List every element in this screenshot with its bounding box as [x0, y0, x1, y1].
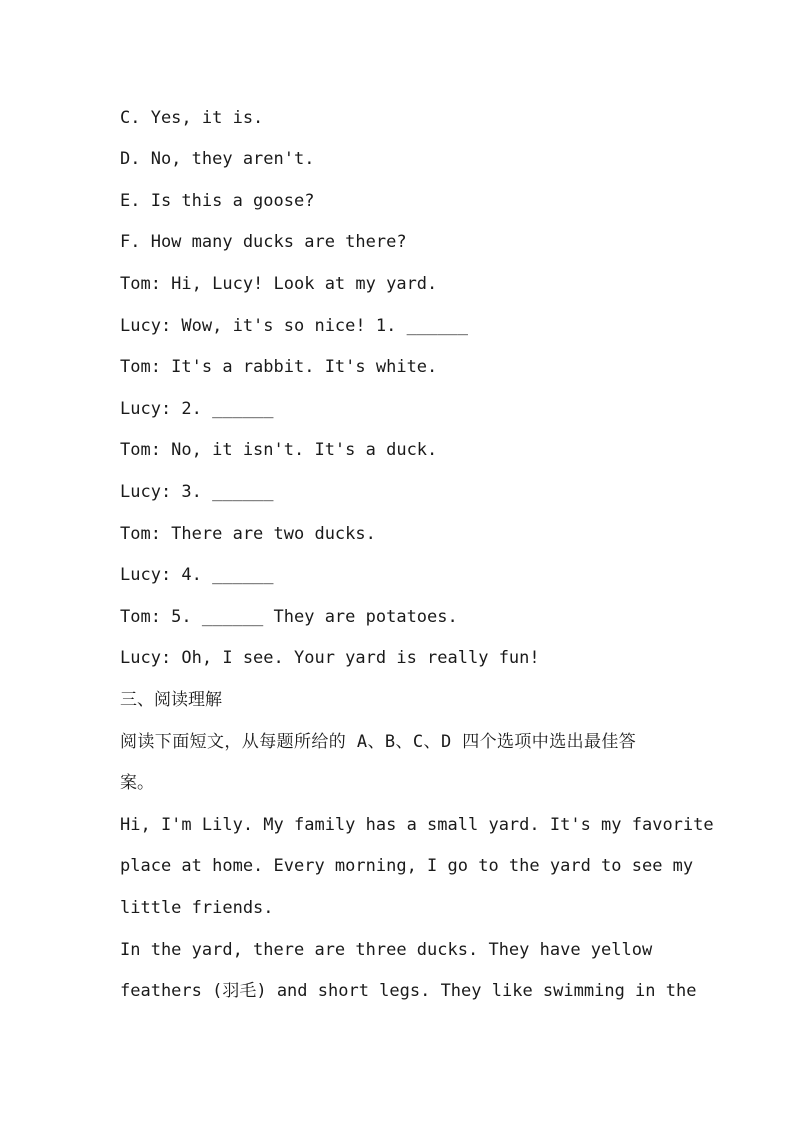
option-c: C. Yes, it is.: [120, 108, 264, 128]
dialogue-line-1: Tom: Hi, Lucy! Look at my yard.: [120, 274, 438, 294]
passage-line-4: In the yard, there are three ducks. They have yellow: [120, 940, 653, 960]
dialogue-line-6: Lucy: 3. ______: [120, 482, 274, 502]
dialogue-line-5: Tom: No, it isn't. It's a duck.: [120, 440, 438, 460]
passage-line-3: little friends.: [120, 898, 274, 918]
dialogue-line-10: Lucy: Oh, I see. Your yard is really fun!: [120, 648, 540, 668]
section-heading: 三、阅读理解: [120, 690, 222, 710]
option-d: D. No, they aren't.: [120, 149, 315, 169]
instructions-line-2: 案。: [120, 773, 154, 793]
passage-line-1: Hi, I'm Lily. My family has a small yard. It's my favorite: [120, 815, 714, 835]
passage-line-5: feathers (羽毛) and short legs. They like swimming in the: [120, 981, 697, 1001]
dialogue-line-3: Tom: It's a rabbit. It's white.: [120, 357, 438, 377]
dialogue-line-7: Tom: There are two ducks.: [120, 524, 376, 544]
dialogue-line-9: Tom: 5. ______ They are potatoes.: [120, 607, 458, 627]
dialogue-line-2: Lucy: Wow, it's so nice! 1. ______: [120, 316, 468, 336]
dialogue-line-8: Lucy: 4. ______: [120, 565, 274, 585]
option-f: F. How many ducks are there?: [120, 232, 407, 252]
passage-line-2: place at home. Every morning, I go to the yard to see my: [120, 856, 694, 876]
dialogue-line-4: Lucy: 2. ______: [120, 399, 274, 419]
option-e: E. Is this a goose?: [120, 191, 315, 211]
instructions-line-1: 阅读下面短文，从每题所给的 A、B、C、D 四个选项中选出最佳答: [120, 732, 637, 752]
